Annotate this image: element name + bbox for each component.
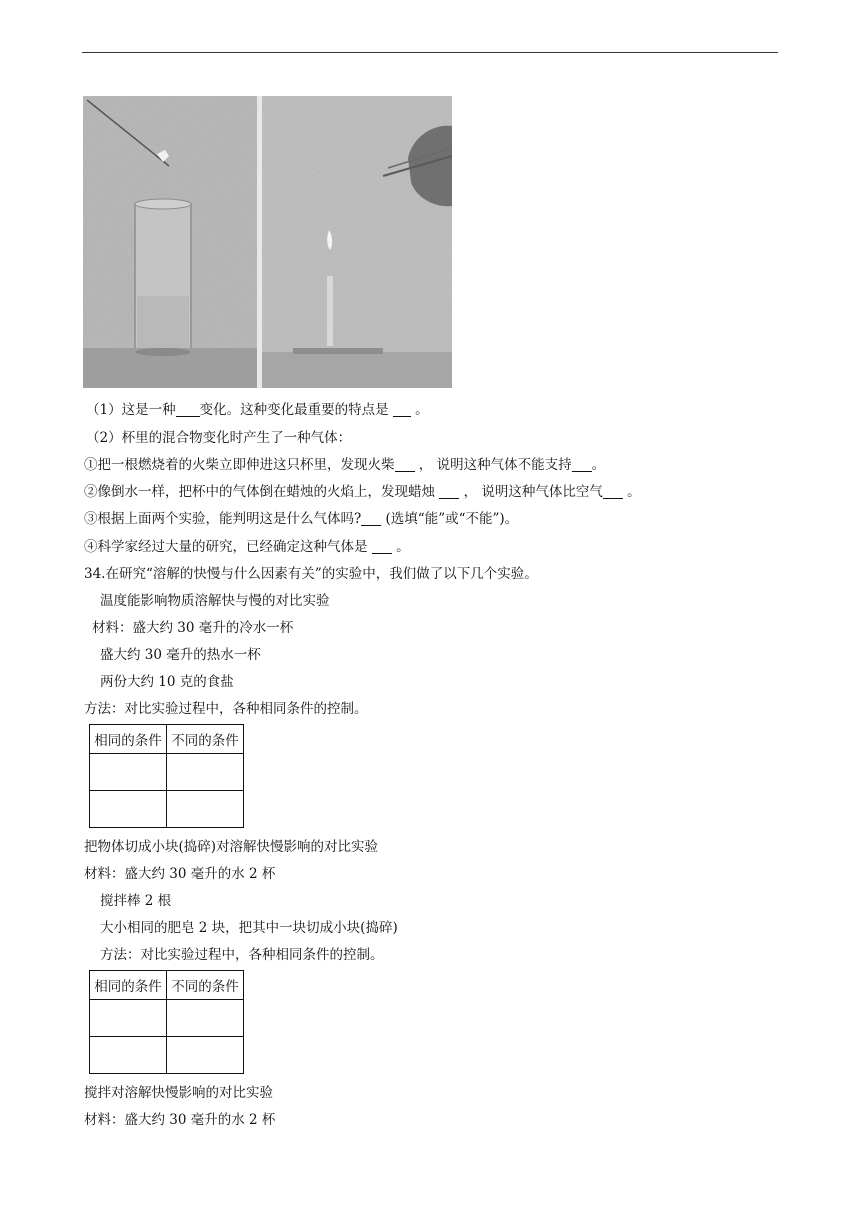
exp2-heading: 把物体切成小块(捣碎)对溶解快慢影响的对比实验 bbox=[84, 839, 379, 855]
exp1-material: 盛大约 30 毫升的热水一杯 bbox=[100, 647, 261, 663]
exp1-method: 方法：对比实验过程中，各种相同条件的控制。 bbox=[84, 701, 368, 717]
q33-step1: ①把一根燃烧着的火柴立即伸进这只杯里，发现火柴 ， 说明这种气体不能支持 。 bbox=[84, 457, 606, 473]
exp1-material: 材料：盛大约 30 毫升的冷水一杯 bbox=[92, 620, 294, 636]
table-header: 不同的条件 bbox=[167, 725, 244, 754]
exp3-heading: 搅拌对溶解快慢影响的对比实验 bbox=[84, 1085, 273, 1101]
table-cell[interactable] bbox=[90, 791, 167, 828]
answer-blank bbox=[372, 539, 392, 554]
answer-blank bbox=[395, 457, 415, 472]
table-cell[interactable] bbox=[167, 1000, 244, 1037]
exp2-material: 大小相同的肥皂 2 块，把其中一块切成小块(捣碎) bbox=[100, 920, 398, 936]
q33-step3: ③根据上面两个实验，能判明这是什么气体吗? (选填“能”或“不能”)。 bbox=[84, 511, 519, 527]
exp3-material: 材料：盛大约 30 毫升的水 2 杯 bbox=[84, 1112, 276, 1128]
table-header: 相同的条件 bbox=[90, 971, 167, 1000]
answer-blank bbox=[572, 457, 592, 472]
exp1-condition-table bbox=[89, 724, 244, 828]
photo-divider bbox=[257, 96, 262, 388]
exp2-condition-table bbox=[89, 970, 244, 1074]
answer-blank bbox=[603, 484, 623, 499]
q33-part2: （2）杯里的混合物变化时产生了一种气体： bbox=[86, 430, 352, 446]
exp2-method: 方法：对比实验过程中，各种相同条件的控制。 bbox=[100, 947, 384, 963]
photo-right-panel bbox=[262, 96, 452, 388]
exp1-heading: 温度能影响物质溶解快与慢的对比实验 bbox=[100, 593, 330, 609]
table-cell[interactable] bbox=[167, 791, 244, 828]
table-header: 不同的条件 bbox=[167, 971, 244, 1000]
q34-title: 34.在研究“溶解的快慢与什么因素有关”的实验中，我们做了以下几个实验。 bbox=[84, 566, 538, 582]
table-header: 相同的条件 bbox=[90, 725, 167, 754]
exp2-material: 搅拌棒 2 根 bbox=[100, 893, 172, 909]
table-cell[interactable] bbox=[167, 1037, 244, 1074]
answer-blank bbox=[176, 402, 200, 417]
q33-step2: ②像倒水一样，把杯中的气体倒在蜡烛的火焰上，发现蜡烛 ， 说明这种气体比空气 。 bbox=[84, 484, 641, 500]
answer-blank bbox=[361, 511, 381, 526]
header-rule bbox=[82, 52, 778, 53]
table-cell[interactable] bbox=[90, 1000, 167, 1037]
exp2-material: 材料：盛大约 30 毫升的水 2 杯 bbox=[84, 866, 276, 882]
experiment-photo bbox=[83, 96, 452, 388]
table-cell[interactable] bbox=[90, 1037, 167, 1074]
table-cell[interactable] bbox=[167, 754, 244, 791]
exp1-material: 两份大约 10 克的食盐 bbox=[100, 674, 234, 690]
q33-step4: ④科学家经过大量的研究，已经确定这种气体是 。 bbox=[84, 539, 410, 555]
q33-part1: （1）这是一种 变化。这种变化最重要的特点是 。 bbox=[86, 402, 429, 418]
answer-blank bbox=[439, 484, 459, 499]
answer-blank bbox=[393, 402, 411, 417]
photo-left-panel bbox=[83, 96, 257, 388]
table-cell[interactable] bbox=[90, 754, 167, 791]
